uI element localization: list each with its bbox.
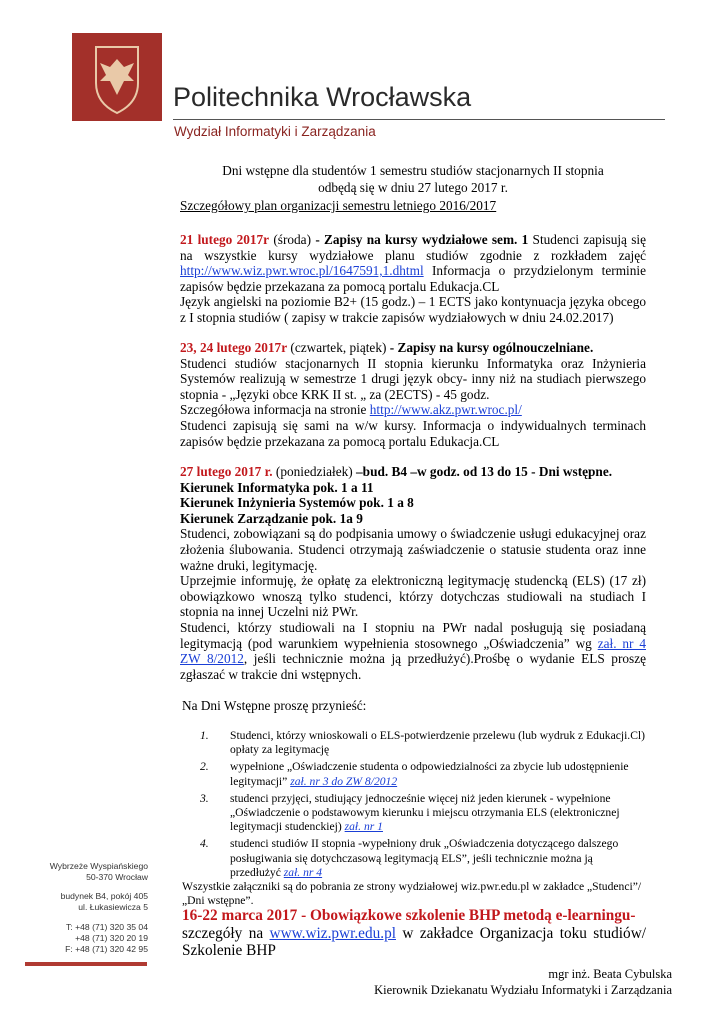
attachment-1-link[interactable]: zał. nr 1 (344, 820, 383, 834)
schedule-link[interactable]: http://www.wiz.pwr.wroc.pl/1647591,1.dhtml (180, 263, 424, 279)
item-number: 1. (200, 729, 209, 742)
attachment-3-link[interactable]: zał. nr 3 do ZW 8/2012 (290, 774, 398, 788)
faculty-website-link[interactable]: www.wiz.pwr.edu.pl (269, 924, 396, 942)
room-systems-engineering: Kierunek Inżynieria Systemów pok. 1 a 8 (180, 495, 414, 511)
list-item (200, 837, 646, 880)
intro-line-2: odbędą się w dniu 27 lutego 2017 r. (318, 180, 508, 195)
item-number: 2. (200, 760, 209, 774)
office-street: ul. Łukasiewicza 5 (78, 902, 148, 912)
signature-role: Kierownik Dziekanatu Wydziału Informatyki i Zarządzania (374, 983, 672, 997)
section-title: - Zapisy na kursy ogólnouczelniane. (389, 340, 594, 355)
section-title: - Zapisy na kursy wydziałowe sem. 1 (315, 232, 529, 247)
address-city: 50-370 Wrocław (86, 872, 148, 882)
list-item (200, 729, 646, 757)
details-info: Szczegółowa informacja na stronie (180, 402, 370, 418)
signature-name: mgr inż. Beata Cybulska (548, 967, 672, 981)
address-street: Wybrzeże Wyspiańskiego (49, 861, 148, 871)
english-course-info: Język angielski na poziomie B2+ (15 godz.) – 1 ECTS jako kontynuacja języka obcego z I stopnia studiów ( zapisy w trakcie zapisów wydziałowych w dniu 24.02.2017) (180, 294, 646, 325)
university-name: Politechnika Wrocławska (173, 82, 472, 112)
section-text: Studenci zapisują się na wszystkie kursy wydziałowe planu studiów zgodnie z rozkładem zajęć (180, 232, 646, 263)
intro-line-1: Dni wstępne dla studentów 1 semestru studiów stacjonarnych II stopnia (222, 163, 604, 178)
els-fee-info: Uprzejmie informuję, że opłatę za elektroniczną legitymację studencką (ELS) (17 zł) obowiązkowo wnoszą tylko studenci, którzy dotychczas studiowali na studiach I stopnia na innej Uczelni niż PWr. (180, 573, 646, 620)
language-info: Studenci studiów stacjonarnych II stopnia kierunku Informatyka oraz Inżynieria Systemów realizują w semestrze 1 drugi język obcy- inny niż na studiach pierwszego stopnia - „Języki obce KRK II st. „ za (2ECTS) - 45 godz. (180, 355, 646, 402)
bhp-title: 16-22 marca 2017 - Obowiązkowe szkolenie BHP metodą e-learningu- (182, 907, 636, 924)
bring-heading: Na Dni Wstępne proszę przynieść: (182, 698, 367, 713)
akz-link[interactable]: http://www.akz.pwr.wroc.pl/ (369, 402, 522, 418)
section-title: –bud. B4 –w godz. od 13 do 15 - Dni wstępne. (356, 464, 613, 479)
item-text: studenci przyjęci, studiujący jednocześnie więcej niż jeden kierunek - wypełnione „Oświadczenie o podstawowym kierunku i miejscu otrzymania ELS (elektronicznej legitymacji studenckiej) (230, 791, 620, 834)
phone-1: T: +48 (71) 320 35 04 (66, 922, 148, 932)
bhp-text: szczegóły na (182, 924, 270, 942)
agreement-info: Studenci, zobowiązani są do podpisania umowy o świadczenie usługi edukacyjnej oraz złożenia ślubowania. Studenci otrzymają zaświadczenie o statusie studenta oraz inne ważne druki, legitymację. (180, 526, 646, 573)
item-number: 3. (200, 791, 209, 805)
weekday: (środa) (269, 232, 316, 247)
list-item (200, 792, 646, 835)
attachment-4-link[interactable]: zał. nr 4 (283, 865, 323, 879)
bring-list (200, 729, 646, 880)
phone-2: +48 (71) 320 20 19 (75, 933, 148, 943)
eagle-shield-icon (72, 33, 162, 121)
list-item (200, 760, 646, 788)
attachments-note: Wszystkie załączniki są do pobrania ze strony wydziałowej wiz.pwr.edu.pl w zakładce „Studenci”/ „Dni wstępne”. (182, 880, 642, 908)
header-divider (173, 119, 665, 120)
date-21-feb: 21 lutego 2017r (180, 232, 270, 247)
section-text: Informacja o przydzielonym terminie zapisów będzie przekazana za pomocą portalu Edukacja.CL (180, 263, 646, 294)
bhp-text-end: w zakładce Organizacja toku studiów/ Szkolenie BHP (182, 924, 646, 959)
room-management: Kierunek Zarządzanie pok. 1a 9 (180, 510, 363, 526)
weekday: (czwartek, piątek) (287, 340, 390, 355)
section-introductory-days (180, 464, 646, 682)
section-bhp-training (182, 907, 646, 960)
els-existing-info: Studenci, którzy studiowali na I stopniu na PWr nadal posługują się posiadaną legitymacją (pod warunkiem wypełnienia stosownego „Oświadczenia” wg (180, 619, 646, 651)
plan-title: Szczegółowy plan organizacji semestru letniego 2016/2017 (180, 198, 497, 213)
fax: F: +48 (71) 320 42 95 (65, 944, 148, 954)
item-text: studenci studiów II stopnia -wypełniony druk „Oświadczenia dotyczącego dalszego posługiwania się dotychczasową legitymacją ELS”, jeśli technicznie można ją przedłużyć (230, 837, 619, 879)
footer-accent-bar (25, 962, 147, 966)
item-text: Studenci, którzy wnioskowali o ELS-potwierdzenie przelewu (lub wydruk z Edukacji.Cl) opłaty za legitymację (230, 729, 646, 757)
university-logo (72, 33, 162, 121)
date-27-feb: 27 lutego 2017 r. (180, 464, 273, 479)
faculty-name: Wydział Informatyki i Zarządzania (174, 124, 376, 139)
date-23-24-feb: 23, 24 lutego 2017r (180, 340, 288, 355)
room-informatics: Kierunek Informatyka pok. 1 a 11 (180, 479, 374, 495)
weekday: (poniedziałek) (272, 464, 357, 479)
els-existing-info-end: , jeśli technicznie można ją przedłużyć).Prośbę o wydanie ELS proszę zgłaszać w trakcie dni wstępnych. (180, 651, 646, 682)
section-university-courses (180, 340, 646, 449)
enrollment-info: Studenci zapisują się sami na w/w kursy. Informacja o indywidualnych terminach zapisów będzie przekazana za pomocą portalu Edukacja.CL (180, 417, 646, 449)
section-course-enrollment (180, 232, 646, 326)
item-number: 4. (200, 837, 209, 851)
office-room: budynek B4, pokój 405 (60, 891, 148, 901)
item-text: wypełnione „Oświadczenie studenta o odpowiedzialności za zbycie lub udostępnienie legitymacji” (230, 760, 629, 788)
attachment-4-link[interactable]: zał. nr 4 ZW 8/2012 (180, 635, 646, 667)
